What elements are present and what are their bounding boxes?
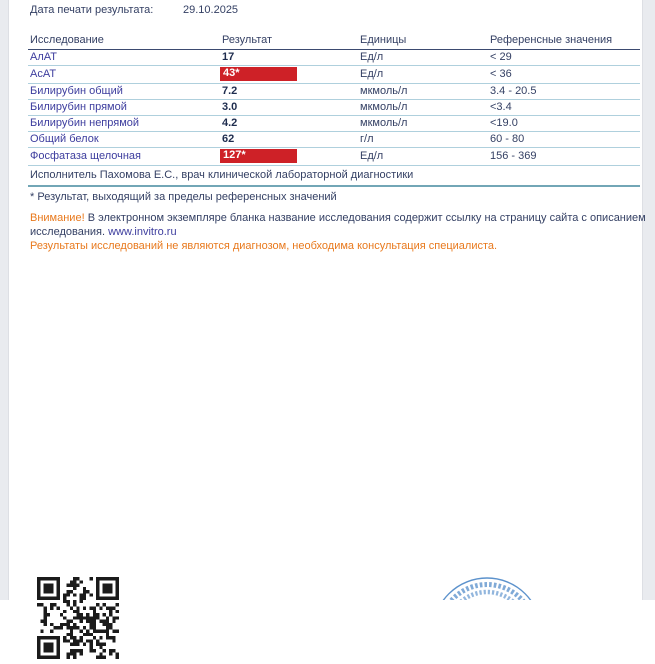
warning-paragraph <box>30 211 646 239</box>
result-units: мкмоль/л <box>358 84 488 100</box>
page-left-margin <box>0 0 9 600</box>
result-value: 4.2 <box>222 117 238 129</box>
result-value: 62 <box>222 133 235 145</box>
reference-range: < 36 <box>488 66 640 84</box>
result-value: 3.0 <box>222 101 238 113</box>
test-name-link[interactable]: Общий белок <box>30 133 99 145</box>
results-table-body <box>28 50 640 166</box>
column-header-reference: Референсные значения <box>488 32 640 50</box>
table-row <box>28 148 640 166</box>
table-row <box>28 66 640 84</box>
table-row <box>28 84 640 100</box>
round-stamp-icon <box>427 576 547 600</box>
executor-text: Исполнитель Пахомова Е.С., врач клинической лабораторной диагностики <box>28 166 640 186</box>
table-row <box>28 116 640 132</box>
qr-code <box>37 577 119 659</box>
result-units: мкмоль/л <box>358 100 488 116</box>
print-date-row <box>30 4 239 16</box>
column-header-units: Единицы <box>358 32 488 50</box>
test-name-link[interactable]: Фосфатаза щелочная <box>30 150 142 162</box>
test-name-link[interactable]: АлАТ <box>30 51 57 63</box>
warning-label: Внимание! <box>30 212 85 224</box>
notes-block <box>30 190 646 253</box>
column-header-result: Результат <box>220 32 358 50</box>
table-header-row <box>28 32 640 50</box>
result-units: Ед/л <box>358 66 488 84</box>
test-name-link[interactable]: Билирубин прямой <box>30 101 127 113</box>
column-header-test: Исследование <box>28 32 220 50</box>
result-value: 43* <box>220 67 297 81</box>
reference-range: <3.4 <box>488 100 640 116</box>
table-row <box>28 50 640 66</box>
print-date-value: 29.10.2025 <box>183 4 239 16</box>
reference-range: 60 - 80 <box>488 132 640 148</box>
result-units: г/л <box>358 132 488 148</box>
result-value: 7.2 <box>222 85 238 97</box>
print-date-label: Дата печати результата: <box>30 4 154 16</box>
result-value: 127* <box>220 149 297 163</box>
executor-row <box>28 166 640 186</box>
result-value: 17 <box>222 51 235 63</box>
result-units: мкмоль/л <box>358 116 488 132</box>
table-row <box>28 100 640 116</box>
warning-text: В электронном экземпляре бланка название исследования содержит ссылку на страницу сайта с описанием исследования. <box>30 212 646 238</box>
out-of-range-footnote: * Результат, выходящий за пределы референсных значений <box>30 191 337 203</box>
table-row <box>28 132 640 148</box>
page-right-margin <box>642 0 655 600</box>
section-divider <box>28 185 640 187</box>
disclaimer-text: Результаты исследований не являются диагнозом, необходима консультация специалиста. <box>30 240 498 252</box>
reference-range: 3.4 - 20.5 <box>488 84 640 100</box>
results-table <box>28 32 640 186</box>
test-name-link[interactable]: Билирубин общий <box>30 85 123 97</box>
qr-code-image <box>37 577 119 659</box>
reference-range: <19.0 <box>488 116 640 132</box>
result-units: Ед/л <box>358 148 488 166</box>
reference-range: < 29 <box>488 50 640 66</box>
result-units: Ед/л <box>358 50 488 66</box>
test-name-link[interactable]: Билирубин непрямой <box>30 117 140 129</box>
reference-range: 156 - 369 <box>488 148 640 166</box>
invitro-site-link[interactable]: www.invitro.ru <box>108 226 177 238</box>
clinic-stamp <box>427 576 547 600</box>
test-name-link[interactable]: АсАТ <box>30 68 57 80</box>
